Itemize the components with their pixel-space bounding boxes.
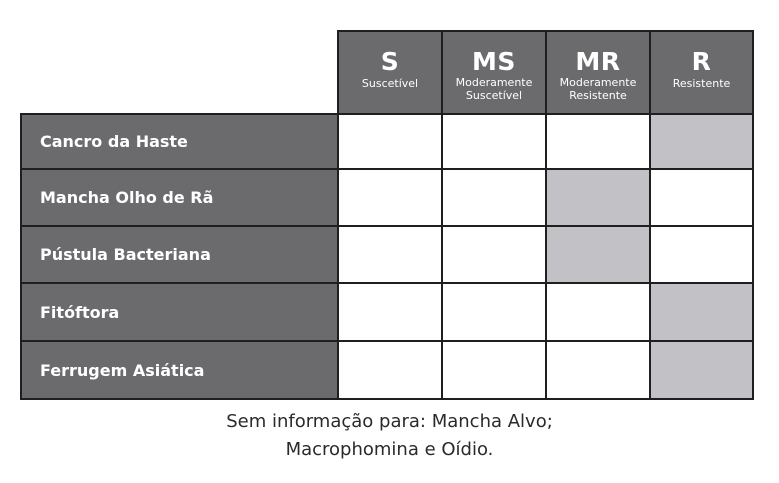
note-line-2: Macrophomina e Oídio. bbox=[285, 439, 494, 460]
rating-cell bbox=[441, 340, 547, 400]
column-code: MS bbox=[472, 47, 516, 76]
row-label-mancha-olho-de-ra: Mancha Olho de Rã bbox=[20, 168, 339, 227]
column-description: Resistente bbox=[569, 89, 627, 102]
rating-cell bbox=[337, 225, 443, 284]
column-header-mr bbox=[545, 30, 651, 115]
row-label-pustula-bacteriana: Pústula Bacteriana bbox=[20, 225, 339, 284]
rating-cell bbox=[649, 340, 754, 400]
rating-cell bbox=[649, 113, 754, 170]
column-description: Suscetível bbox=[361, 77, 419, 90]
rating-cell bbox=[441, 282, 547, 342]
no-information-note bbox=[0, 408, 779, 464]
rating-cell bbox=[545, 340, 651, 400]
rating-cell bbox=[337, 282, 443, 342]
rating-cell bbox=[337, 168, 443, 227]
column-code: MR bbox=[575, 47, 621, 76]
rating-cell bbox=[441, 168, 547, 227]
rating-cell bbox=[545, 168, 651, 227]
rating-cell bbox=[649, 168, 754, 227]
column-description: Moderamente bbox=[455, 76, 533, 89]
rating-cell bbox=[649, 282, 754, 342]
row-label-cancro-da-haste: Cancro da Haste bbox=[20, 113, 339, 170]
rating-cell bbox=[441, 113, 547, 170]
rating-cell bbox=[337, 340, 443, 400]
row-label-fitoftora: Fitóftora bbox=[20, 282, 339, 342]
column-code: R bbox=[691, 47, 712, 76]
rating-cell bbox=[545, 225, 651, 284]
column-header-ms bbox=[441, 30, 547, 115]
rating-cell bbox=[649, 225, 754, 284]
rating-cell bbox=[337, 113, 443, 170]
note-line-1: Sem informação para: Mancha Alvo; bbox=[226, 411, 553, 432]
column-header-r bbox=[649, 30, 754, 115]
column-header-s bbox=[337, 30, 443, 115]
rating-cell bbox=[545, 282, 651, 342]
rating-cell bbox=[441, 225, 547, 284]
column-description: Resistente bbox=[672, 77, 731, 90]
column-description: Suscetível bbox=[465, 89, 523, 102]
column-description: Moderamente bbox=[559, 76, 637, 89]
column-code: S bbox=[380, 47, 400, 76]
row-label-ferrugem-asiatica: Ferrugem Asiática bbox=[20, 340, 339, 400]
rating-cell bbox=[545, 113, 651, 170]
